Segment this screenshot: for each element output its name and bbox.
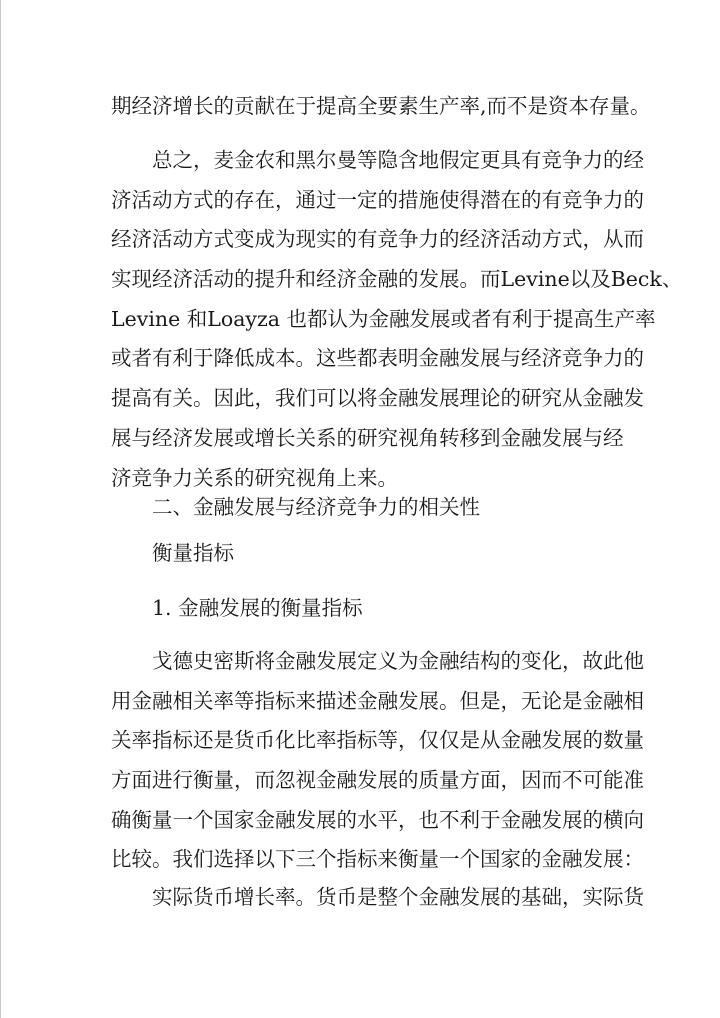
paragraph-line: 经济活动方式变成为现实的有竞争力的经济活动方式，从而 <box>111 227 644 252</box>
numbered-heading <box>111 589 616 629</box>
paragraph-line: 实现经济活动的提升和经济金融的发展。而Levine以及Beck、 <box>111 267 683 292</box>
section-heading-text: 二、金融发展与经济竞争力的相关性 <box>152 495 480 519</box>
paragraph-goldsmith <box>111 642 644 880</box>
paragraph-line: Levine 和Loayza 也都认为金融发展或者有利于提高生产率 <box>111 306 656 331</box>
paragraph-summary <box>111 141 683 498</box>
paragraph-line: 济竞争力关系的研究视角上来。 <box>111 465 398 490</box>
section-heading <box>111 488 616 528</box>
paragraph-line: 总之，麦金农和黑尔曼等隐含地假定更具有竞争力的经 <box>152 148 644 172</box>
paragraph-line: 关率指标还是货币化比率指标等，仅仅是从金融发展的数量 <box>111 728 644 753</box>
paragraph-line: 或者有利于降低成本。这些都表明金融发展与经济竞争力的 <box>111 346 644 371</box>
numbered-heading-text: 1. 金融发展的衡量指标 <box>152 596 363 620</box>
paragraph-line: 实际货币增长率。货币是整个金融发展的基础，实际货 <box>152 885 644 909</box>
paragraph-line: 确衡量一个国家金融发展的水平，也不利于金融发展的横向 <box>111 807 644 832</box>
paragraph-continuation <box>111 87 651 127</box>
paragraph-line: 比较。我们选择以下三个指标来衡量一个国家的金融发展： <box>111 847 644 872</box>
paragraph-line: 展与经济发展或增长关系的研究视角转移到金融发展与经 <box>111 425 624 450</box>
subsection-heading <box>111 534 616 574</box>
paragraph-line: 戈德史密斯将金融发展定义为金融结构的变化，故此他 <box>152 649 644 673</box>
paragraph-line: 济活动方式的存在，通过一定的措施使得潜在的有竞争力的 <box>111 187 644 212</box>
paragraph-line: 期经济增长的贡献在于提高全要素生产率,而不是资本存量。 <box>111 94 651 118</box>
subsection-heading-text: 衡量指标 <box>152 541 234 565</box>
paragraph-money-growth <box>111 878 644 918</box>
paragraph-line: 方面进行衡量，而忽视金融发展的质量方面，因而不可能准 <box>111 768 644 793</box>
paragraph-line: 提高有关。因此，我们可以将金融发展理论的研究从金融发 <box>111 386 644 411</box>
paragraph-line: 用金融相关率等指标来描述金融发展。但是，无论是金融相 <box>111 688 644 713</box>
